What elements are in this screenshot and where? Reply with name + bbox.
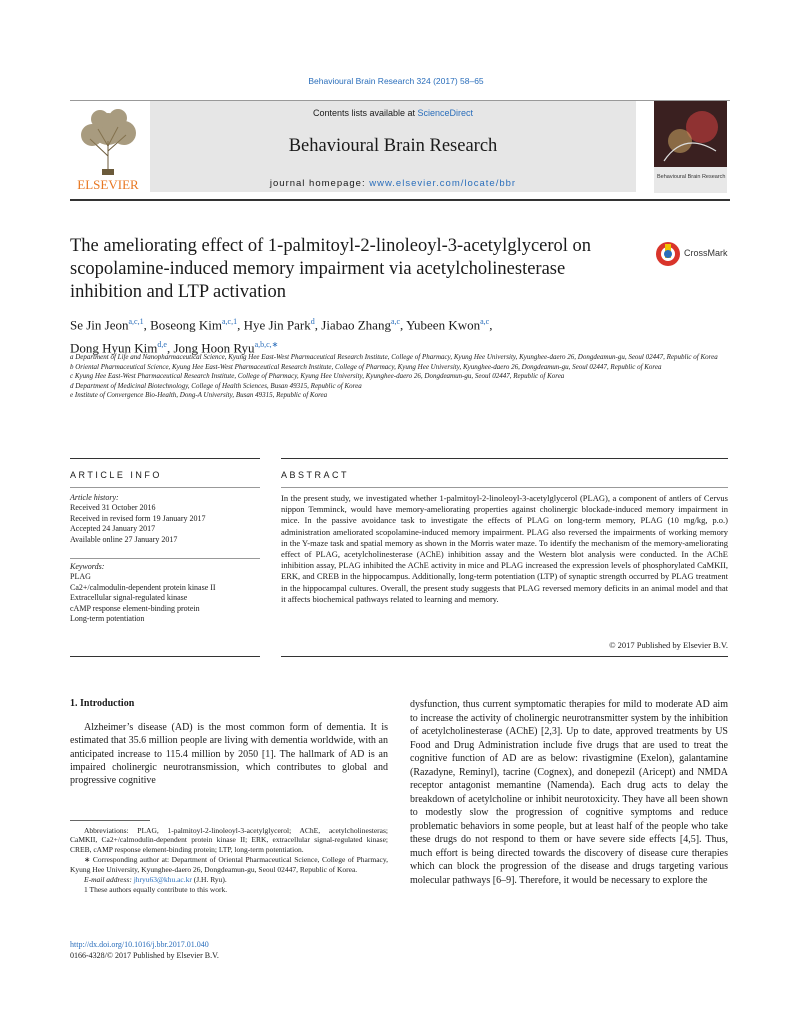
- keyword-item: Extracellular signal-regulated kinase: [70, 593, 188, 603]
- author-name: Yubeen Kwon: [406, 317, 481, 333]
- elsevier-wordmark: ELSEVIER: [77, 177, 139, 192]
- keyword-item: Ca2+/calmodulin-dependent protein kinase II: [70, 582, 216, 592]
- abstract-copyright: © 2017 Published by Elsevier B.V.: [609, 640, 728, 650]
- homepage-link[interactable]: www.elsevier.com/locate/bbr: [369, 178, 517, 189]
- author-separator: ,: [237, 317, 244, 333]
- introduction-heading: 1. Introduction: [70, 698, 135, 709]
- author-affiliation-marker[interactable]: a,b,c,∗: [254, 340, 279, 350]
- email-link[interactable]: jhryu63@khu.ac.kr: [133, 875, 192, 885]
- author-name: Se Jin Jeon: [70, 317, 129, 333]
- article-info-sub-rule: [70, 487, 260, 488]
- abstract-top-rule: [281, 458, 728, 459]
- history-item: Received in revised form 19 January 2017: [70, 513, 206, 523]
- author-name: Jong Hoon Ryu: [173, 340, 255, 356]
- abstract-sub-rule: [281, 487, 728, 488]
- introduction-left-column: [70, 721, 388, 787]
- affiliation-item: d Department of Medicinal Biotechnology, College of Health Sciences, Busan 49315, Republic of Korea: [70, 381, 362, 390]
- author-separator: ,: [166, 340, 174, 356]
- equal-contribution-footnote: 1 These authors equally contribute to this work.: [84, 885, 228, 895]
- crossmark-badge[interactable]: [655, 240, 735, 270]
- article-identifiers: [70, 940, 390, 961]
- contents-prefix: Contents lists available at: [312, 108, 418, 118]
- article-title: The ameliorating effect of 1-palmitoyl-2-linoleoyl-3-acetylglycerol on scopolamine-induced memory impairment via acetylcholinesterase inhibition and LTP activation: [70, 236, 592, 302]
- author-separator: ,: [400, 317, 407, 333]
- contents-line: [150, 108, 636, 118]
- affiliations: [70, 353, 730, 401]
- history-item: Accepted 24 January 2017: [70, 524, 156, 534]
- article-info-heading: ARTICLE INFO: [70, 470, 162, 480]
- cover-caption: Behavioural Brain Research: [657, 174, 726, 180]
- keywords: [70, 562, 260, 624]
- author-affiliation-marker[interactable]: a,c,1: [221, 317, 238, 326]
- history-item: Received 31 October 2016: [70, 503, 156, 513]
- author-affiliation-marker[interactable]: d: [310, 317, 315, 326]
- affiliation-item: b Oriental Pharmaceutical Science, Kyung Hee East-West Pharmaceutical Research Institute, College of Pharmacy, Kyung Hee University, Kyunghee-daero 26, Dongdeamun-gu, Seoul 02447, Republic of Korea: [70, 362, 662, 371]
- elsevier-logo: [68, 101, 148, 193]
- keywords-rule: [70, 558, 260, 559]
- author-affiliation-marker[interactable]: a,c: [390, 317, 401, 326]
- journal-homepage: [150, 178, 636, 189]
- article-history: [70, 493, 260, 545]
- affiliation-item: a Department of Life and Nanopharmaceutical Science, Kyung Hee East-West Pharmaceutical Research Institute, College of Pharmacy, Kyung Hee University, Kyunghee-daero 26, Dongdeamun-gu, Seoul 02447, Republic of Korea: [70, 353, 718, 361]
- affiliation-item: c Kyung Hee East-West Pharmaceutical Research Institute, College of Pharmacy, Kyung Hee University, Kyunghee-daero 26, Dongdeamun-gu, Seoul 02447, Republic of Korea: [70, 372, 565, 381]
- journal-cover-image: [654, 101, 727, 193]
- author-name: Dong Hyun Kim: [70, 340, 158, 356]
- issn-line: 0166-4328/© 2017 Published by Elsevier B.V.: [70, 950, 219, 960]
- footnotes: [70, 826, 388, 896]
- history-item: Available online 27 January 2017: [70, 534, 178, 544]
- header-bottom-rule: [70, 199, 730, 201]
- journal-reference[interactable]: Behavioural Brain Research 324 (2017) 58–65: [308, 76, 484, 86]
- abstract-bottom-rule: [281, 656, 728, 657]
- history-label: Article history:: [70, 493, 119, 502]
- keyword-item: Long-term potentiation: [70, 614, 145, 624]
- email-suffix: (J.H. Ryu).: [191, 875, 227, 885]
- abstract-heading: ABSTRACT: [281, 470, 350, 480]
- author-name: Jiabao Zhang: [321, 317, 391, 333]
- affiliation-item: e Institute of Convergence Bio-Health, Dong-A University, Busan 49315, Republic of Korea: [70, 391, 328, 400]
- email-footnote: [70, 875, 388, 884]
- crossmark-icon: [655, 240, 681, 268]
- abbreviations-footnote: Abbreviations: PLAG, 1-palmitoyl-2-linoleoyl-3-acetylglycerol; AChE, acetylcholinesteras; CaMKII, Ca2+/calmodulin-dependent protein kinase II; ERK, extracellular signal-regulated kinase; CREB, cAMP response element-binding protein; LTP, long-term potentiation.: [70, 826, 388, 854]
- author-affiliation-marker[interactable]: d,e: [157, 340, 167, 350]
- footnote-rule: [70, 820, 150, 821]
- sciencedirect-link[interactable]: ScienceDirect: [417, 108, 474, 118]
- article-info-top-rule: [70, 458, 260, 459]
- doi-link[interactable]: http://dx.doi.org/10.1016/j.bbr.2017.01.040: [70, 940, 209, 949]
- article-info-bottom-rule: [70, 656, 260, 657]
- keywords-label: Keywords:: [70, 562, 105, 571]
- email-label: E-mail address:: [84, 875, 134, 885]
- author-separator: ,: [314, 317, 322, 333]
- author-separator: ,: [143, 317, 151, 333]
- introduction-paragraph-1: Alzheimer’s disease (AD) is the most common form of dementia. It is estimated that 35.6 million people are living with dementia worldwide, with an anticipated increase to 115.4 million by 2050 [1]. The hallmark of AD is an impaired cholinergic neurotransmission, which contributes to global and progressive cognitive: [70, 722, 388, 787]
- author-name: Boseong Kim: [150, 317, 222, 333]
- keyword-item: PLAG: [70, 572, 91, 582]
- author-list: [70, 312, 710, 359]
- keyword-item: cAMP response element-binding protein: [70, 603, 200, 613]
- author-affiliation-marker[interactable]: a,c: [480, 317, 490, 326]
- homepage-prefix: journal homepage:: [269, 178, 370, 189]
- crossmark-label: CrossMark: [684, 248, 728, 258]
- journal-name: Behavioural Brain Research: [288, 136, 498, 156]
- author-name: Hye Jin Park: [243, 317, 311, 333]
- abstract-text: In the present study, we investigated whether 1-palmitoyl-2-linoleoyl-3-acetylglycerol (PLAG), a component of antlers of Cervus nippon Temminck, would have memory-ameliorating properties against cholinergic blockade-induced memory impairment in mice. In the passive avoidance task to investigate the effects of PLAG on long-term memory, PLAG (10 mg/kg, p.o.) administration ameliorated scopolamine-induced memory impairment. PLAG also reversed the impairments of working memory in the Y-maze task and spatial memory as shown in the Morris water maze. To identify the mechanism of the memory-ameliorating effect of PLAG, acetylcholinesterase (AChE) inhibition assay and the Western blot analysis were conducted. In the AChE inhibition assay, PLAG inhibited the AChE activity in mice and PLAG increased the expression levels of phosphorylated CaMKII, ERK, and CREB in the hippocampus. Additionally, long-term potentiation (LTP) of synaptic strength occurred by PLAG treatment in the hippocampal cultures. Overall, the present study suggests that PLAG reversed memory deficits in an animal model and that it affects biochemical pathways related to learning and memory.: [281, 493, 728, 604]
- author-affiliation-marker[interactable]: a,c,1: [128, 317, 144, 326]
- introduction-paragraph-2: dysfunction, thus current symptomatic therapies for mild to moderate AD aim to increase the activity of cholinergic neurotransmitter system by the inhibition of acetylcholinesterase (AChE) [2,3]. Up to date, approved treatments by US Food and Drug Administration include five drugs that are used to treat the cognitive function of AD are as below: rivastigmine (Exelon), galantamine (Razadyne, Reminyl), tacrine (Cognex), and donepezil (Aricept) and NMDA receptor antagonist memantine (Namenda). Each drug acts to delay the breakdown of acetylcholine or inhibit neurotoxicity. They have all been shown to modestly slow the progression of cognitive symptoms and reduce problematic behaviors in some people, but at least half of the people who take these drugs do not respond to them or have severe side effects [4,5]. Thus, much effort is being directed towards the discovery of disease cure therapies which can block the progression of the disease and drugs targeting various molecular pathways [6–9]. Therefore, it would be necessary to explore the: [410, 699, 728, 886]
- author-separator: ,: [489, 317, 493, 333]
- introduction-right-column: [410, 698, 728, 887]
- corresponding-author-footnote: ∗ Corresponding author at: Department of Oriental Pharmaceutical Science, College of Pharmacy, Kyung Hee University, Kyunghee-daero 26, Dongdeamun-gu, Seoul 02447, Republic of Korea.: [70, 855, 388, 874]
